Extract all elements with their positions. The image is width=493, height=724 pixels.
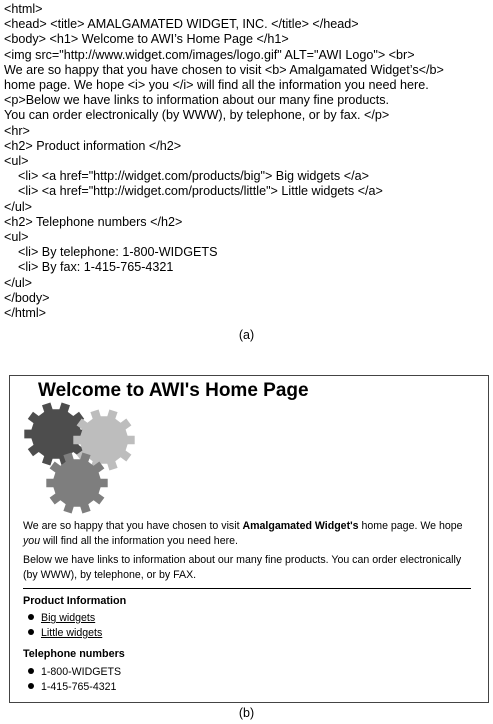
- code-line: <head> <title> AMALGAMATED WIDGET, INC. </title> </head>: [4, 17, 359, 32]
- intro-text-3: will find all the information you need here.: [40, 534, 238, 547]
- intro-emphasis: you: [23, 534, 41, 547]
- code-line: <li> By telephone: 1-800-WIDGETS: [4, 245, 218, 260]
- code-line: <hr>: [4, 123, 30, 138]
- product-info-heading: Product Information: [23, 595, 127, 607]
- page-heading: Welcome to AWI's Home Page: [38, 380, 309, 401]
- intro-paragraph: [23, 519, 478, 548]
- fax-number: 1-415-765-4321: [41, 681, 117, 693]
- html-source-listing: [4, 2, 444, 321]
- code-line: <li> By fax: 1-415-765-4321: [4, 260, 174, 275]
- code-line: <html>: [4, 2, 43, 16]
- telephone-heading: Telephone numbers: [23, 648, 125, 660]
- rendered-page-panel: [9, 375, 489, 703]
- code-line: <li> <a href="http://widget.com/products/little"> Little widgets </a>: [4, 184, 383, 199]
- bullet-icon: [28, 629, 34, 635]
- code-line: <img src="http://www.widget.com/images/logo.gif" ALT="AWI Logo"> <br>: [4, 47, 415, 62]
- code-line: <body> <h1> Welcome to AWI’s Home Page </h1>: [4, 32, 289, 47]
- company-name: Amalgamated Widget's: [242, 520, 359, 532]
- phone-number: 1-800-WIDGETS: [41, 666, 122, 678]
- list-item: [28, 666, 121, 678]
- code-line: </ul>: [4, 275, 33, 290]
- horizontal-rule: [23, 588, 471, 589]
- caption-b: (b): [238, 706, 255, 720]
- list-item: [28, 681, 116, 693]
- bullet-icon: [28, 683, 34, 689]
- code-line: <h2> Product information </h2>: [4, 138, 182, 153]
- code-line: </body>: [4, 290, 50, 305]
- code-line: <ul>: [4, 230, 29, 245]
- gears-logo-icon: [20, 402, 150, 517]
- bullet-icon: [28, 614, 34, 620]
- code-line: <ul>: [4, 154, 29, 169]
- code-line: </ul>: [4, 199, 33, 214]
- list-item: [28, 627, 102, 639]
- code-line: <li> <a href="http://widget.com/products/big"> Big widgets </a>: [4, 169, 369, 184]
- code-line: <p>Below we have links to information about our many fine products.: [4, 93, 390, 108]
- code-line: You can order electronically (by WWW), by telephone, or by fax. </p>: [4, 108, 390, 123]
- code-line: home page. We hope <i> you </i> will find all the information you need here.: [4, 78, 429, 93]
- intro-text-2: home page. We hope: [358, 520, 463, 532]
- code-line: <h2> Telephone numbers </h2>: [4, 214, 183, 229]
- little-widgets-link[interactable]: Little widgets: [41, 627, 103, 639]
- list-item: [28, 612, 95, 624]
- big-widgets-link[interactable]: Big widgets: [41, 612, 96, 624]
- code-line: We are so happy that you have chosen to visit <b> Amalgamated Widget’s</b>: [4, 62, 444, 77]
- products-paragraph: Below we have links to information about our many fine products. You can order electronically (by WWW), by telephone, or by FAX.: [23, 554, 462, 581]
- intro-text-1: We are so happy that you have chosen to visit: [23, 520, 243, 532]
- bullet-icon: [28, 668, 34, 674]
- code-line: </html>: [4, 306, 46, 321]
- caption-a: (a): [238, 328, 255, 342]
